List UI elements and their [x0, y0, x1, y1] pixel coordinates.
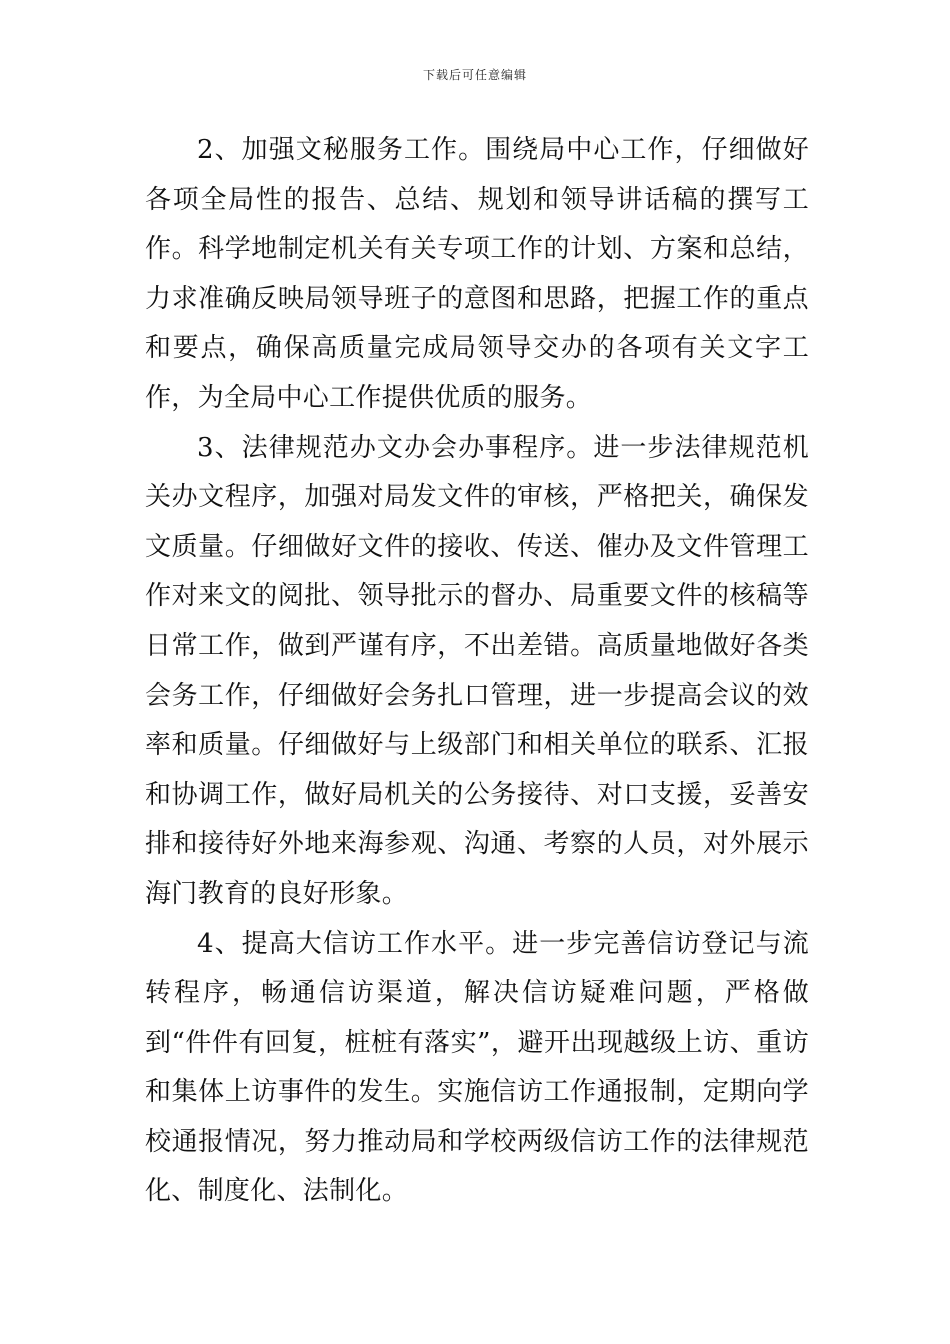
paragraph-item-2: 2、加强文秘服务工作。围绕局中心工作，仔细做好各项全局性的报告、总结、规划和领导讲话稿的撰写工作。科学地制定机关有关专项工作的计划、方案和总结，力求准确反映局领导班子的意图和思路，把握工作的重点和要点，确保高质量完成局领导交办的各项有关文字工作，为全局中心工作提供优质的服务。: [145, 135, 809, 413]
document-body: [145, 126, 809, 1217]
header-note: 下载后可任意编辑: [422, 68, 527, 82]
paragraph-item-3: 3、法律规范办文办会办事程序。进一步法律规范机关办文程序，加强对局发文件的审核，严格把关，确保发文质量。仔细做好文件的接收、传送、催办及文件管理工作对来文的阅批、领导批示的督办、局重要文件的核稿等日常工作，做到严谨有序，不出差错。高质量地做好各类会务工作，仔细做好会务扎口管理，进一步提高会议的效率和质量。仔细做好与上级部门和相关单位的联系、汇报和协调工作，做好局机关的公务接待、对口支援，妥善安排和接待好外地来海参观、沟通、考察的人员，对外展示海门教育的良好形象。: [145, 432, 809, 909]
paragraph-item-4: 4、提高大信访工作水平。进一步完善信访登记与流转程序，畅通信访渠道，解决信访疑难问题，严格做到“件件有回复，桩桩有落实”，避开出现越级上访、重访和集体上访事件的发生。实施信访工作通报制，定期向学校通报情况，努力推动局和学校两级信访工作的法律规范化、制度化、法制化。: [145, 928, 809, 1207]
